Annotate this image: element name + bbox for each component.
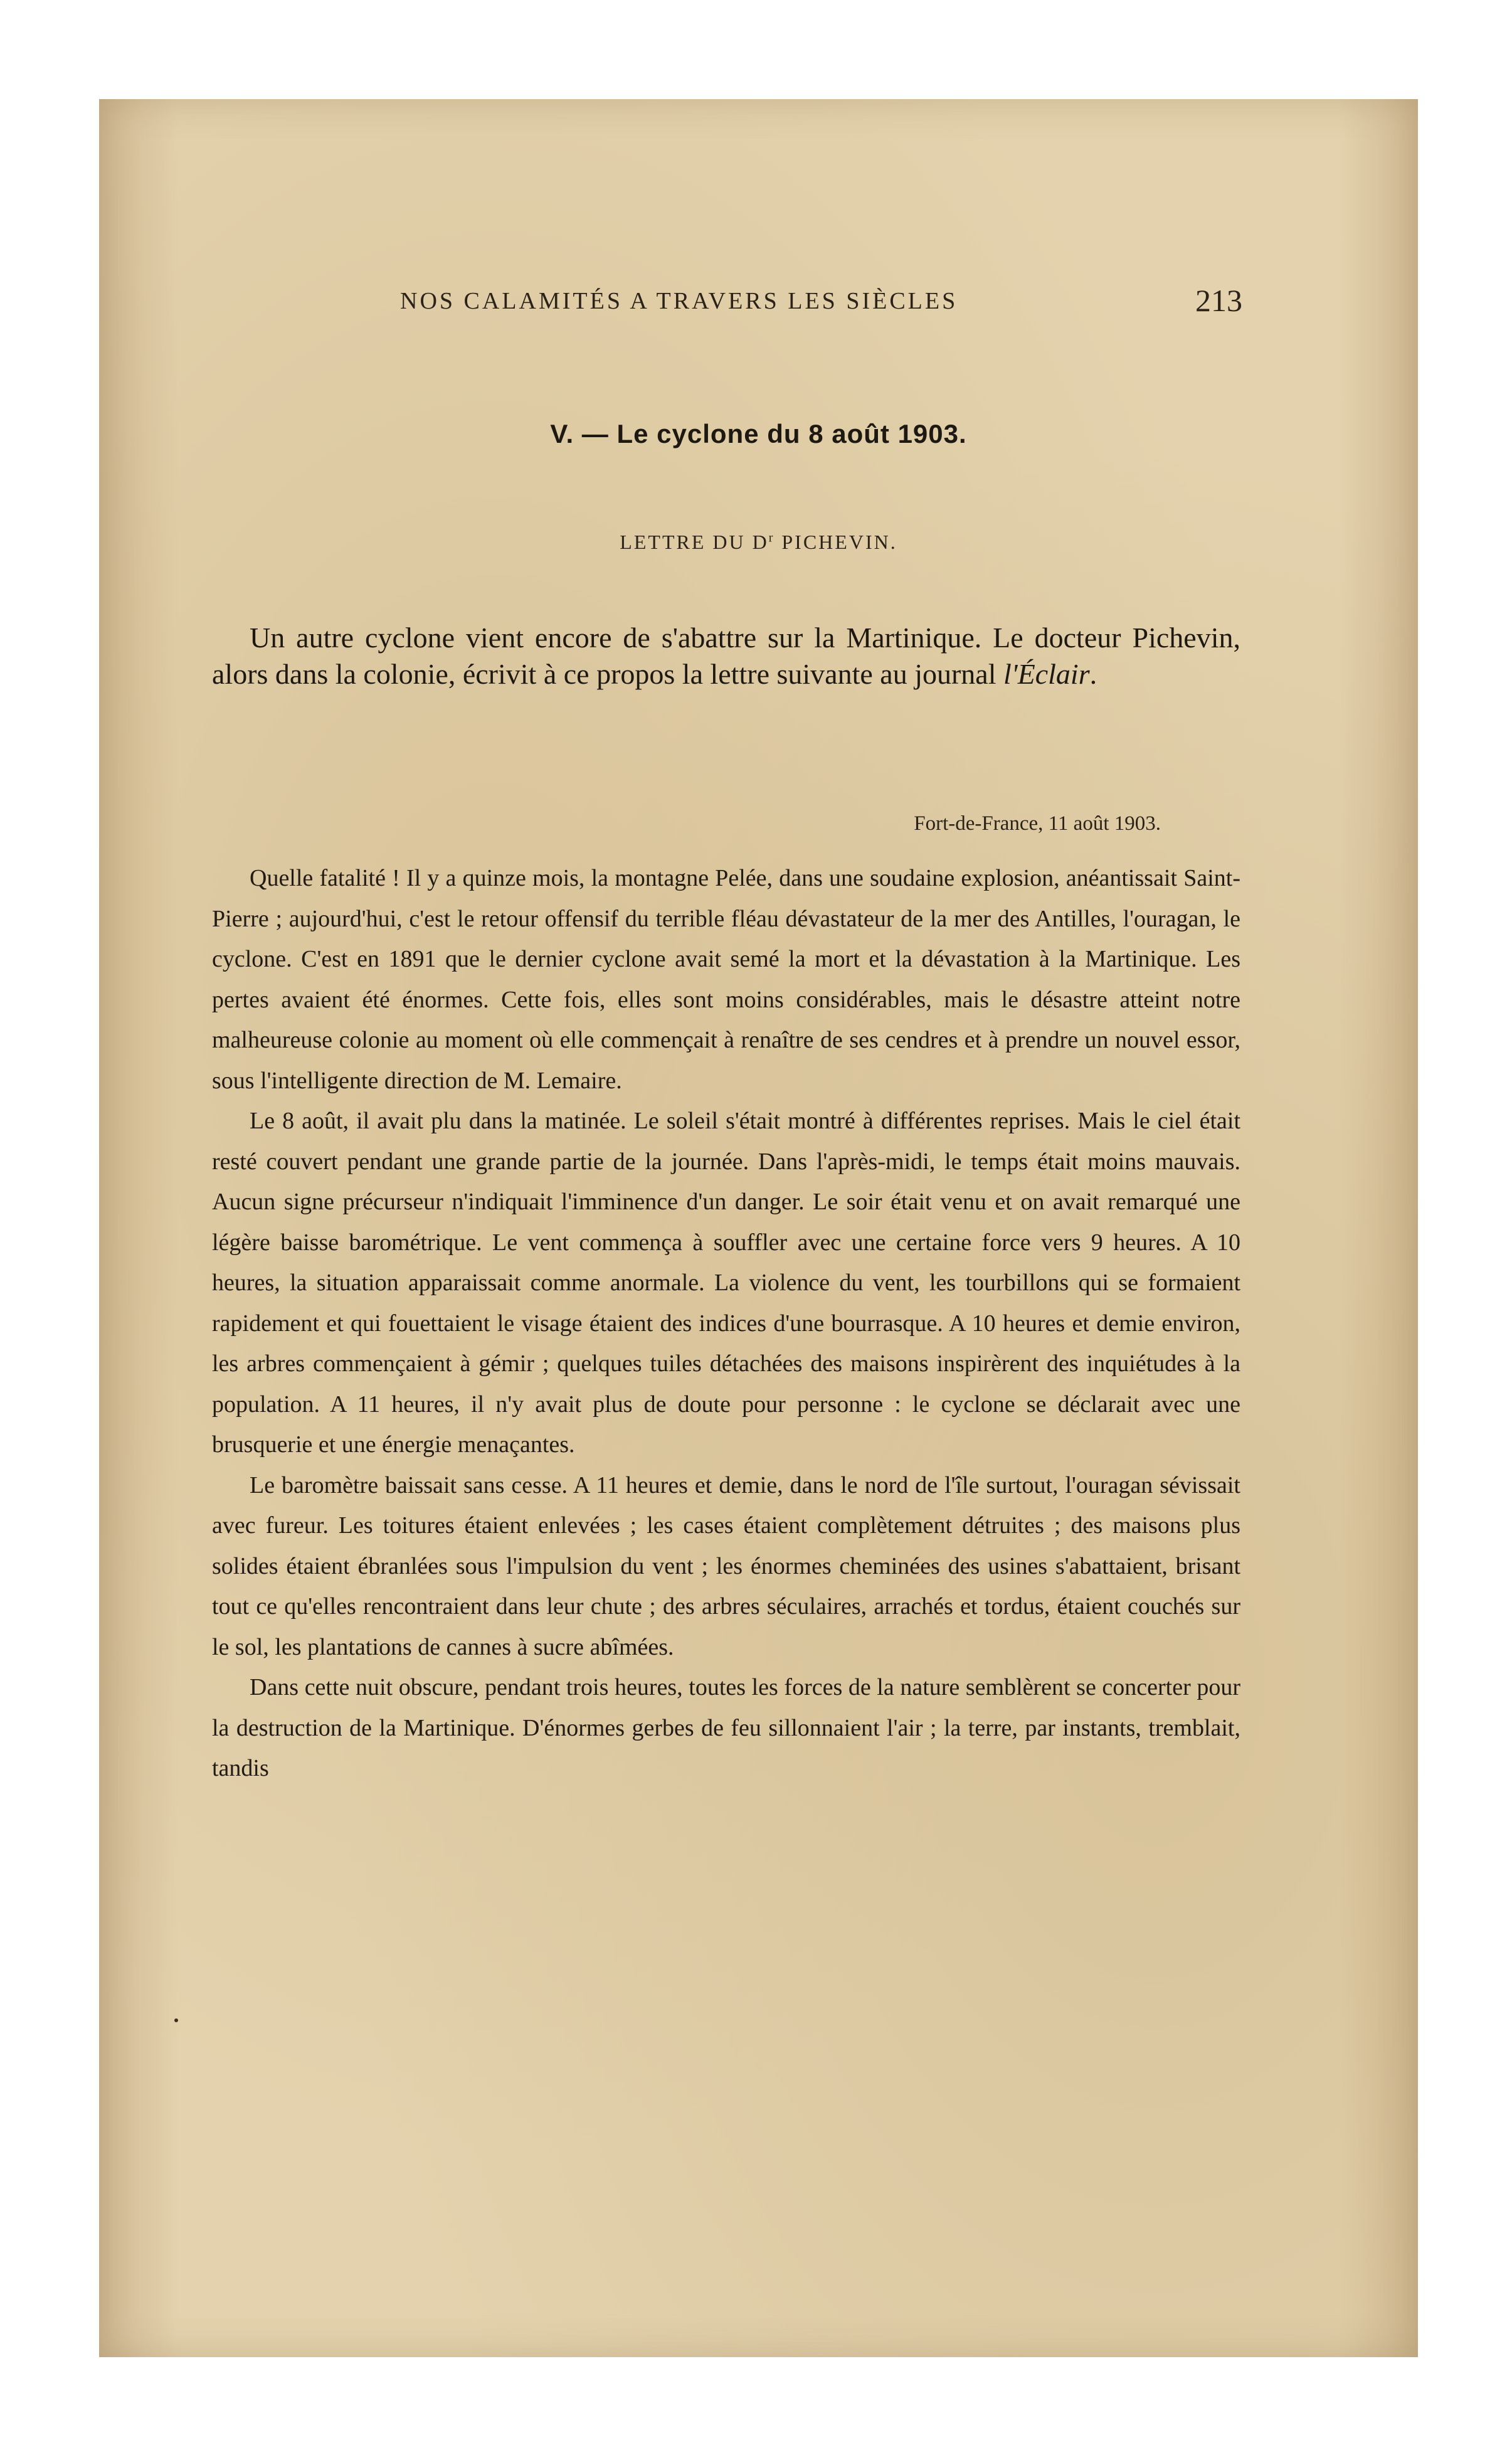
intro-text-start: Un autre cyclone vient encore de s'abattre sur la Martinique. Le docteur Pichevin, alors dans la colonie, écrivit à ce propos la lettre suivante au journal <box>212 622 1240 690</box>
paper-speck <box>174 2018 178 2022</box>
intro-paragraph <box>212 620 1240 692</box>
letter-dateline: Fort-de-France, 11 août 1903. <box>914 812 1161 835</box>
letter-body <box>212 858 1240 1789</box>
letter-paragraph: Dans cette nuit obscure, pendant trois heures, toutes les forces de la nature semblèrent se concerter pour la destruction de la Martinique. D'énormes gerbes de feu sillonnaient l'air ; la terre, par instants, tremblait, tandis <box>212 1674 1240 1781</box>
running-header <box>99 283 1418 337</box>
letter-heading-superscript: r <box>768 531 775 545</box>
book-page <box>99 99 1418 2357</box>
intro-text-end: . <box>1089 658 1097 690</box>
running-title: NOS CALAMITÉS A TRAVERS LES SIÈCLES <box>400 288 958 314</box>
page-number: 213 <box>1195 283 1242 318</box>
letter-paragraph: Quelle fatalité ! Il y a quinze mois, la montagne Pelée, dans une soudaine explosion, anéantissait Saint-Pierre ; aujourd'hui, c'est le retour offensif du terrible fléau dévastateur de la mer des Antilles, l'ouragan, le cyclone. C'est en 1891 que le dernier cyclone avait semé la mort et la dévastation à la Martinique. Les pertes avaient été énormes. Cette fois, elles sont moins considérables, mais le désastre atteint notre malheureuse colonie au moment où elle commençait à renaître de ses cendres et à prendre un nouvel essor, sous l'intelligente direction de M. Lemaire. <box>212 865 1240 1094</box>
newspaper-title: l'Éclair <box>1003 658 1090 690</box>
letter-heading-prefix: LETTRE DU D <box>620 531 769 553</box>
letter-heading-suffix: PICHEVIN. <box>775 531 897 553</box>
letter-paragraph: Le baromètre baissait sans cesse. A 11 heures et demie, dans le nord de l'île surtout, l'ouragan sévissait avec fureur. Les toitures étaient enlevées ; les cases étaient complètement détruites ; des maisons plus solides étaient ébranlées sous l'impulsion du vent ; les énormes cheminées des usines s'abattaient, brisant tout ce qu'elles rencontraient dans leur chute ; des arbres séculaires, arrachés et tordus, étaient couchés sur le sol, les plantations de cannes à sucre abîmées. <box>212 1472 1240 1660</box>
letter-paragraph: Le 8 août, il avait plu dans la matinée. Le soleil s'était montré à différentes reprises. Mais le ciel était resté couvert pendant une grande partie de la journée. Dans l'après-midi, le temps était moins mauvais. Aucun signe précurseur n'indiquait l'imminence d'un danger. Le soir était venu et on avait remarqué une légère baisse barométrique. Le vent commença à souffler avec une certaine force vers 9 heures. A 10 heures, la situation apparaissait comme anormale. La violence du vent, les tourbillons qui se formaient rapidement et qui fouettaient le visage étaient des indices d'une bourrasque. A 10 heures et demie environ, les arbres commençaient à gémir ; quelques tuiles détachées des maisons inspirèrent des inquiétudes à la population. A 11 heures, il n'y avait plus de doute pour personne : le cyclone se déclarait avec une brusquerie et une énergie menaçantes. <box>212 1108 1240 1458</box>
letter-heading <box>99 531 1418 554</box>
section-heading: V. — Le cyclone du 8 août 1903. <box>550 419 967 448</box>
intro-text <box>212 620 1240 692</box>
